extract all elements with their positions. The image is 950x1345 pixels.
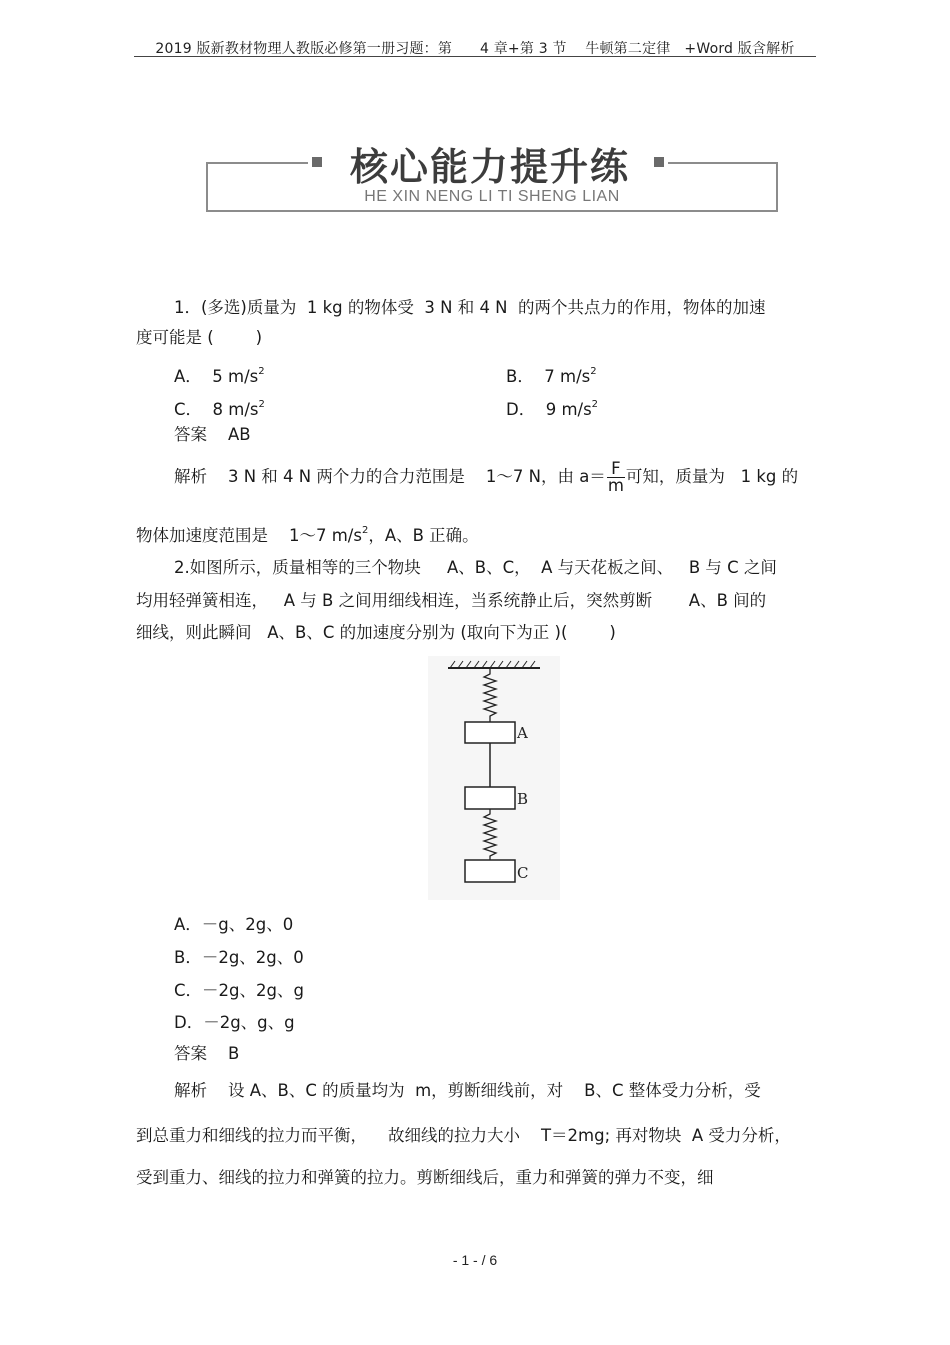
q2-stem-line2: 均用轻弹簧相连， A 与 B 之间用细线相连，当系统静止后，突然剪断 A、B 间的 (136, 591, 767, 610)
q1-analysis-line1: 解析 3 N 和 4 N 两个力的合力范围是 1～7 N，由 a＝ $\frac{F}{m}$ 可知，质量为 1 kg 的 (174, 459, 799, 495)
q2-analysis-line2: 到总重力和细线的拉力而平衡， 故细线的拉力大小 T＝2mg; 再对物块 A 受力分析， (136, 1126, 791, 1145)
q2-analysis-line1: 解析 设 A、B、C 的质量均为 m，剪断细线前，对 B、C 整体受力分析，受 (174, 1081, 761, 1100)
q2-option-c: C．－2g、2g、g (174, 981, 304, 1000)
q2-analysis-line3: 受到重力、细线的拉力和弹簧的拉力。剪断细线后，重力和弹簧的弹力不变，细 (136, 1168, 714, 1187)
banner-title: 核心能力提升练 (349, 145, 630, 189)
q1-stem-line2: 度可能是 ( ) (136, 328, 263, 347)
q1-option-a: A． 5 $m/s^2$ (174, 366, 265, 386)
q1-option-d: D． 9 $m/s^2$ (506, 399, 599, 419)
block-b-label: B (517, 790, 529, 808)
q2-stem-line1: 2.如图所示，质量相等的三个物块 A、B、C， A 与天花板之间、 B 与 C 之间 (174, 558, 777, 577)
q2-answer: 答案 B (174, 1044, 240, 1063)
banner-subtitle: HE XIN NENG LI TI SHENG LIAN (364, 188, 620, 205)
q2-option-b: B．－2g、2g、0 (174, 948, 304, 967)
q2-stem-line3: 细线，则此瞬间 A、B、C 的加速度分别为 (取向下为正 )( ) (136, 623, 616, 642)
block-b (465, 787, 515, 809)
q2-option-a: A．－g、2g、0 (174, 915, 294, 934)
q1-analysis-line2: 物体加速度范围是 1～7 $m/s^2$，A、B 正确。 (136, 525, 479, 545)
q1-option-b: B． 7 $m/s^2$ (506, 366, 597, 386)
q2-option-d: D．－2g、g、g (174, 1013, 295, 1032)
block-a (465, 722, 515, 743)
q1-option-c: C． 8 $m/s^2$ (174, 399, 265, 419)
page-number: - 1 - / 6 (452, 1252, 498, 1268)
block-c (465, 860, 515, 882)
header-rule (134, 56, 816, 57)
spring-blocks-figure (428, 656, 560, 900)
page-header: 2019 版新教材物理人教版必修第一册习题：第 4 章+第 3 节 牛顿第二定律 +Word 版含解析 (155, 41, 795, 57)
fraction-f-over-m: $\frac{F}{m}$ (607, 459, 624, 495)
q1-stem-line1: 1．(多选)质量为 1 kg 的物体受 3 N 和 4 N 的两个共点力的作用，物体的加速 (174, 298, 766, 317)
block-c-label: C (517, 864, 529, 882)
block-a-label: A (517, 724, 528, 742)
q1-answer: 答案 AB (174, 425, 251, 444)
